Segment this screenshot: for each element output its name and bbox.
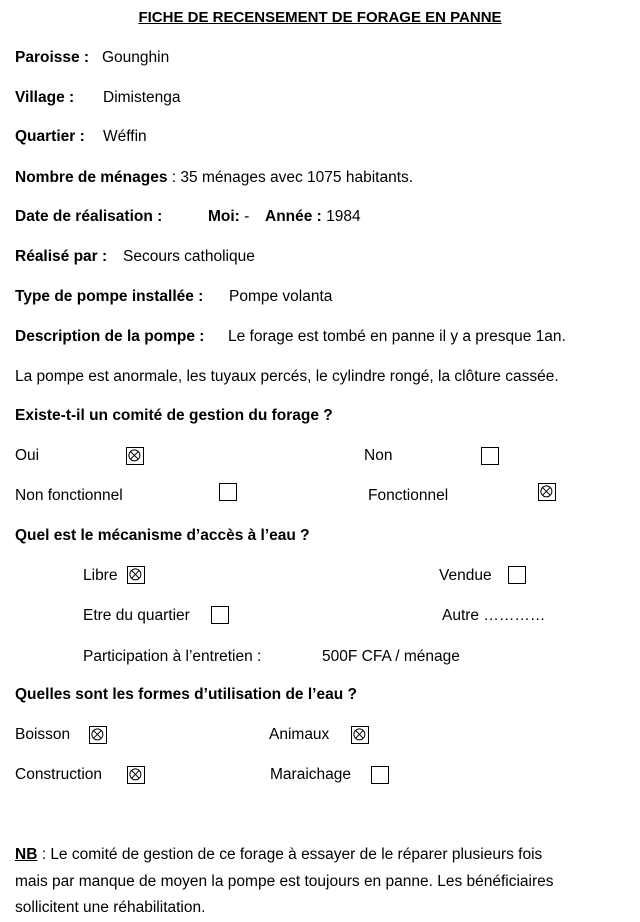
oui-checkbox[interactable] xyxy=(126,447,144,465)
realise-value: Secours catholique xyxy=(123,248,255,265)
checked-mark-icon xyxy=(127,448,143,464)
description-label: Description de la pompe : xyxy=(15,328,205,345)
non-label: Non xyxy=(364,447,393,464)
paroisse-label: Paroisse : xyxy=(15,49,90,66)
libre-label: Libre xyxy=(83,567,118,584)
etre-quartier-label: Etre du quartier xyxy=(83,607,190,624)
annee-value: 1984 xyxy=(326,208,361,225)
animaux-label: Animaux xyxy=(269,726,330,743)
checked-mark-icon xyxy=(90,727,106,743)
fonctionnel-checkbox[interactable] xyxy=(538,483,556,501)
non-fonctionnel-checkbox[interactable] xyxy=(219,483,237,501)
nb-line1 xyxy=(15,845,542,865)
oui-label: Oui xyxy=(15,447,40,464)
menages-row xyxy=(15,168,413,188)
boisson-checkbox[interactable] xyxy=(89,726,107,744)
boisson-label: Boisson xyxy=(15,726,71,743)
menages-value: : 35 ménages avec 1075 habitants. xyxy=(171,169,414,186)
nb-line2: mais par manque de moyen la pompe est toujours en panne. Les bénéficiaires xyxy=(15,873,554,890)
checked-mark-icon xyxy=(539,484,555,500)
pompe-type-value: Pompe volanta xyxy=(229,288,333,305)
annee-field xyxy=(265,207,361,227)
pompe-type-label: Type de pompe installée : xyxy=(15,288,204,305)
checked-mark-icon xyxy=(128,767,144,783)
non-fonctionnel-label: Non fonctionnel xyxy=(15,487,123,504)
etre-quartier-checkbox[interactable] xyxy=(211,606,229,624)
description-value: Le forage est tombé en panne il y a presque 1an. xyxy=(228,328,566,345)
construction-checkbox[interactable] xyxy=(127,766,145,784)
page-title: FICHE DE RECENSEMENT DE FORAGE EN PANNE xyxy=(138,9,502,26)
moi-field xyxy=(208,207,249,227)
quartier-value: Wéffin xyxy=(103,128,147,145)
utilisation-question: Quelles sont les formes d’utilisation de l’eau ? xyxy=(15,686,357,703)
description-line2: La pompe est anormale, les tuyaux percés, le cylindre rongé, la clôture cassée. xyxy=(15,368,559,385)
autre-label: Autre ………… xyxy=(442,607,546,624)
menages-label: Nombre de ménages xyxy=(15,169,168,186)
moi-label: Moi: xyxy=(208,208,240,225)
comite-question: Existe-t-il un comité de gestion du forage ? xyxy=(15,407,333,424)
participation-value: 500F CFA / ménage xyxy=(322,648,460,665)
checked-mark-icon xyxy=(128,567,144,583)
paroisse-value: Gounghin xyxy=(102,49,170,66)
annee-label: Année : xyxy=(265,208,322,225)
quartier-label: Quartier : xyxy=(15,128,85,145)
vendue-checkbox[interactable] xyxy=(508,566,526,584)
non-checkbox[interactable] xyxy=(481,447,499,465)
acces-question: Quel est le mécanisme d’accès à l’eau ? xyxy=(15,527,310,544)
village-label: Village : xyxy=(15,89,75,106)
nb-line3: sollicitent une réhabilitation. xyxy=(15,899,206,916)
nb-label: NB xyxy=(15,846,38,863)
realise-label: Réalisé par : xyxy=(15,248,108,265)
construction-label: Construction xyxy=(15,766,103,783)
maraichage-checkbox[interactable] xyxy=(371,766,389,784)
participation-label: Participation à l’entretien : xyxy=(83,648,262,665)
fonctionnel-label: Fonctionnel xyxy=(368,487,449,504)
village-value: Dimistenga xyxy=(103,89,181,106)
vendue-label: Vendue xyxy=(439,567,492,584)
maraichage-label: Maraichage xyxy=(270,766,351,783)
date-label: Date de réalisation : xyxy=(15,208,163,225)
nb-text1: : Le comité de gestion de ce forage à essayer de le réparer plusieurs fois xyxy=(41,846,543,863)
moi-value: - xyxy=(244,208,250,225)
libre-checkbox[interactable] xyxy=(127,566,145,584)
animaux-checkbox[interactable] xyxy=(351,726,369,744)
checked-mark-icon xyxy=(352,727,368,743)
